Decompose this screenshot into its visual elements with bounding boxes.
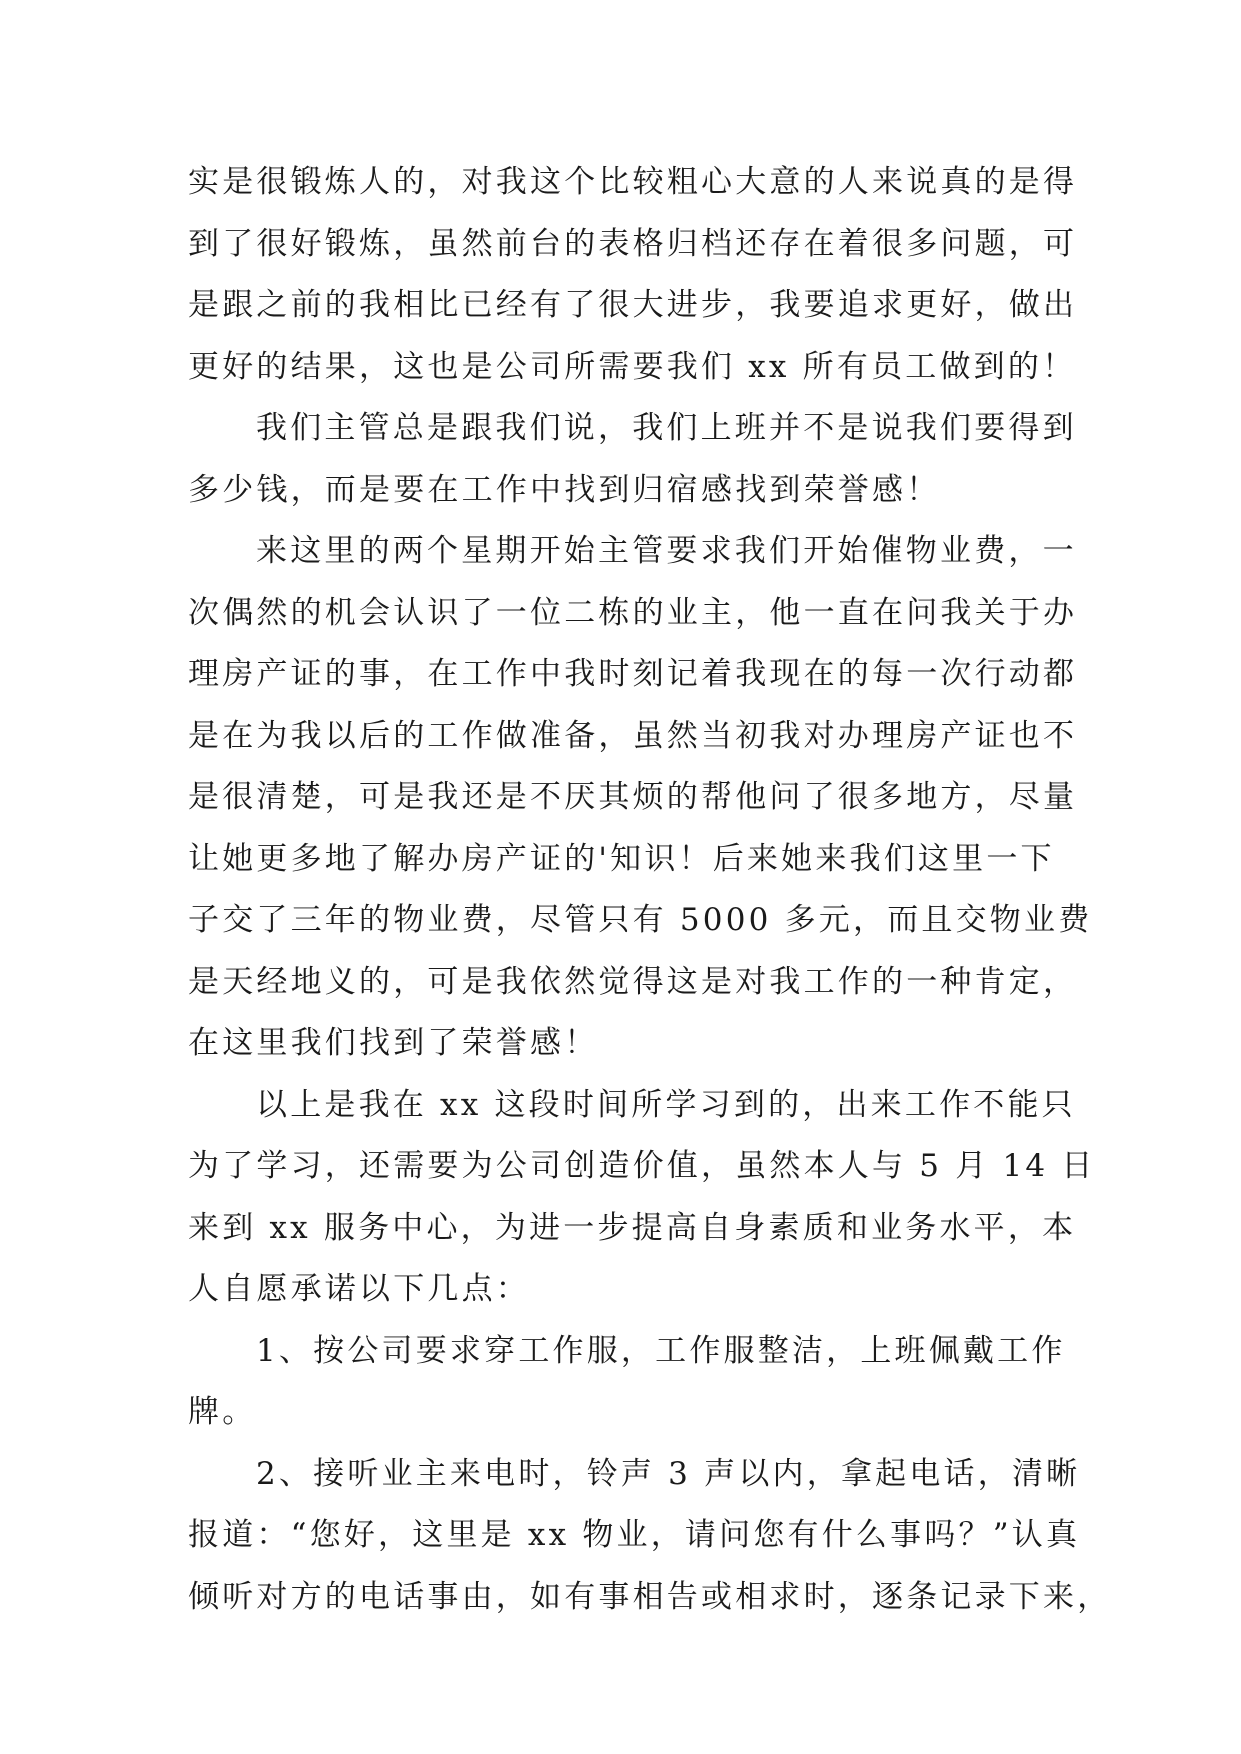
text-line: 是很清楚，可是我还是不厌其烦的帮他问了很多地方，尽量	[188, 779, 1078, 815]
text-line: 在这里我们找到了荣誉感！	[188, 1025, 599, 1061]
text-line: 2、接听业主来电时，铃声 3 声以内，拿起电话，清晰	[256, 1455, 1081, 1492]
text-line: 到了很好锻炼，虽然前台的表格归档还存在着很多问题，可	[188, 225, 1078, 262]
text-line: 是在为我以后的工作做准备，虽然当初我对办理房产证也不	[188, 717, 1078, 754]
text-line: 人自愿承诺以下几点：	[188, 1271, 530, 1307]
text-line: 更好的结果，这也是公司所需要我们 xx 所有员工做到的！	[188, 348, 1077, 385]
text-line: 牌。	[188, 1394, 257, 1430]
text-line: 实是很锻炼人的，对我这个比较粗心大意的人来说真的是得	[188, 164, 1078, 200]
text-line: 我们主管总是跟我们说，我们上班并不是说我们要得到	[256, 410, 1077, 446]
text-line: 理房产证的事，在工作中我时刻记着我现在的每一次行动都	[188, 656, 1078, 692]
text-line: 子交了三年的物业费，尽管只有 5000 多元，而且交物业费	[188, 902, 1093, 938]
text-line: 来这里的两个星期开始主管要求我们开始催物业费，一	[256, 533, 1077, 569]
text-line: 多少钱，而是要在工作中找到归宿感找到荣誉感！	[188, 471, 941, 508]
text-line: 1、按公司要求穿工作服，工作服整洁，上班佩戴工作	[256, 1332, 1066, 1369]
text-line: 报道：“您好，这里是 xx 物业，请问您有什么事吗？”认真	[188, 1517, 1081, 1553]
text-line: 让她更多地了解办房产证的'知识！后来她来我们这里一下	[188, 840, 1055, 877]
text-line: 次偶然的机会认识了一位二栋的业主，他一直在问我关于办	[188, 594, 1078, 631]
text-line: 以上是我在 xx 这段时间所学习到的，出来工作不能只	[256, 1086, 1076, 1123]
text-line: 是天经地义的，可是我依然觉得这是对我工作的一种肯定，	[188, 963, 1078, 1000]
body-text	[188, 152, 1112, 1628]
text-line: 是跟之前的我相比已经有了很大进步，我要追求更好，做出	[188, 287, 1078, 323]
text-line: 倾听对方的电话事由，如有事相告或相求时，逐条记录下来，	[188, 1578, 1112, 1615]
text-line: 为了学习，还需要为公司创造价值，虽然本人与 5 月 14 日	[188, 1148, 1096, 1184]
text-line: 来到 xx 服务中心，为进一步提高自身素质和业务水平，本	[188, 1209, 1077, 1246]
